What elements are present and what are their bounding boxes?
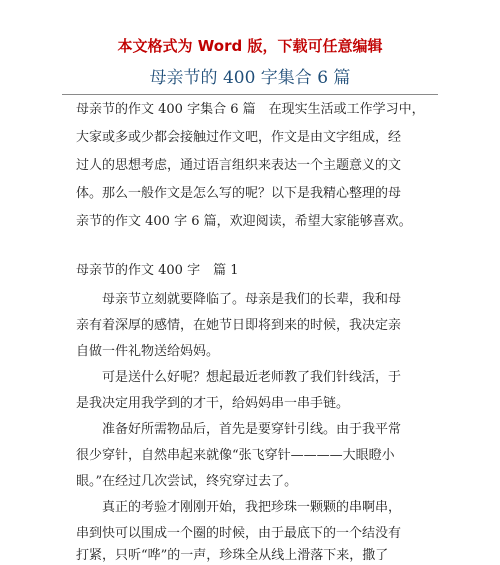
body-line-3: 自做一件礼物送给妈妈。	[76, 344, 220, 359]
body-line-6: 准备好所需物品后，首先是要穿针引线。由于我平常	[76, 422, 402, 437]
body-line-4: 可是送什么好呢？想起最近老师教了我们针线活，于	[76, 370, 402, 385]
body-line-10: 串到快可以围成一个圈的时候，由于最底下的一个结没有	[76, 526, 402, 541]
intro-line-4: 体。那么一般作文是怎么写的呢？以下是我精心整理的母	[76, 186, 402, 201]
body-line-9: 真正的考验才刚刚开始，我把珍珠一颗颗的串啊串，	[76, 500, 402, 515]
body-line-8: 眼。”在经过几次尝试，终究穿过去了。	[76, 474, 298, 489]
intro-line-3: 过人的思想考虑，通过语言组织来表达一个主题意义的文	[76, 158, 402, 173]
section-heading: 母亲节的作文 400 字 篇 1	[76, 263, 239, 278]
body-line-1: 母亲节立刻就要降临了。母亲是我们的长辈，我和母	[76, 292, 402, 307]
intro-line-2: 大家或多或少都会接触过作文吧，作文是由文字组成，经	[76, 130, 402, 145]
body-line-5: 是我决定用我学到的才干，给妈妈串一串手链。	[76, 396, 350, 411]
format-banner: 本文格式为 Word 版，下载可任意编辑	[117, 37, 383, 55]
document-title: 母亲节的 400 字集合 6 篇	[149, 68, 351, 88]
intro-line-5: 亲节的作文 400 字 6 篇，欢迎阅读，希望大家能够喜欢。	[76, 214, 412, 229]
body-line-2: 亲有着深厚的感情，在她节日即将到来的时候，我决定亲	[76, 318, 402, 333]
body-line-11: 打紧，只听“哗”的一声，珍珠全从线上滑落下来，撒了	[76, 548, 389, 563]
intro-line-1: 母亲节的作文 400 字集合 6 篇 在现实生活或工作学习中，	[76, 102, 425, 117]
title-divider	[62, 94, 438, 95]
body-line-7: 很少穿针，自然串起来就像“张飞穿针————大眼瞪小	[76, 448, 395, 463]
